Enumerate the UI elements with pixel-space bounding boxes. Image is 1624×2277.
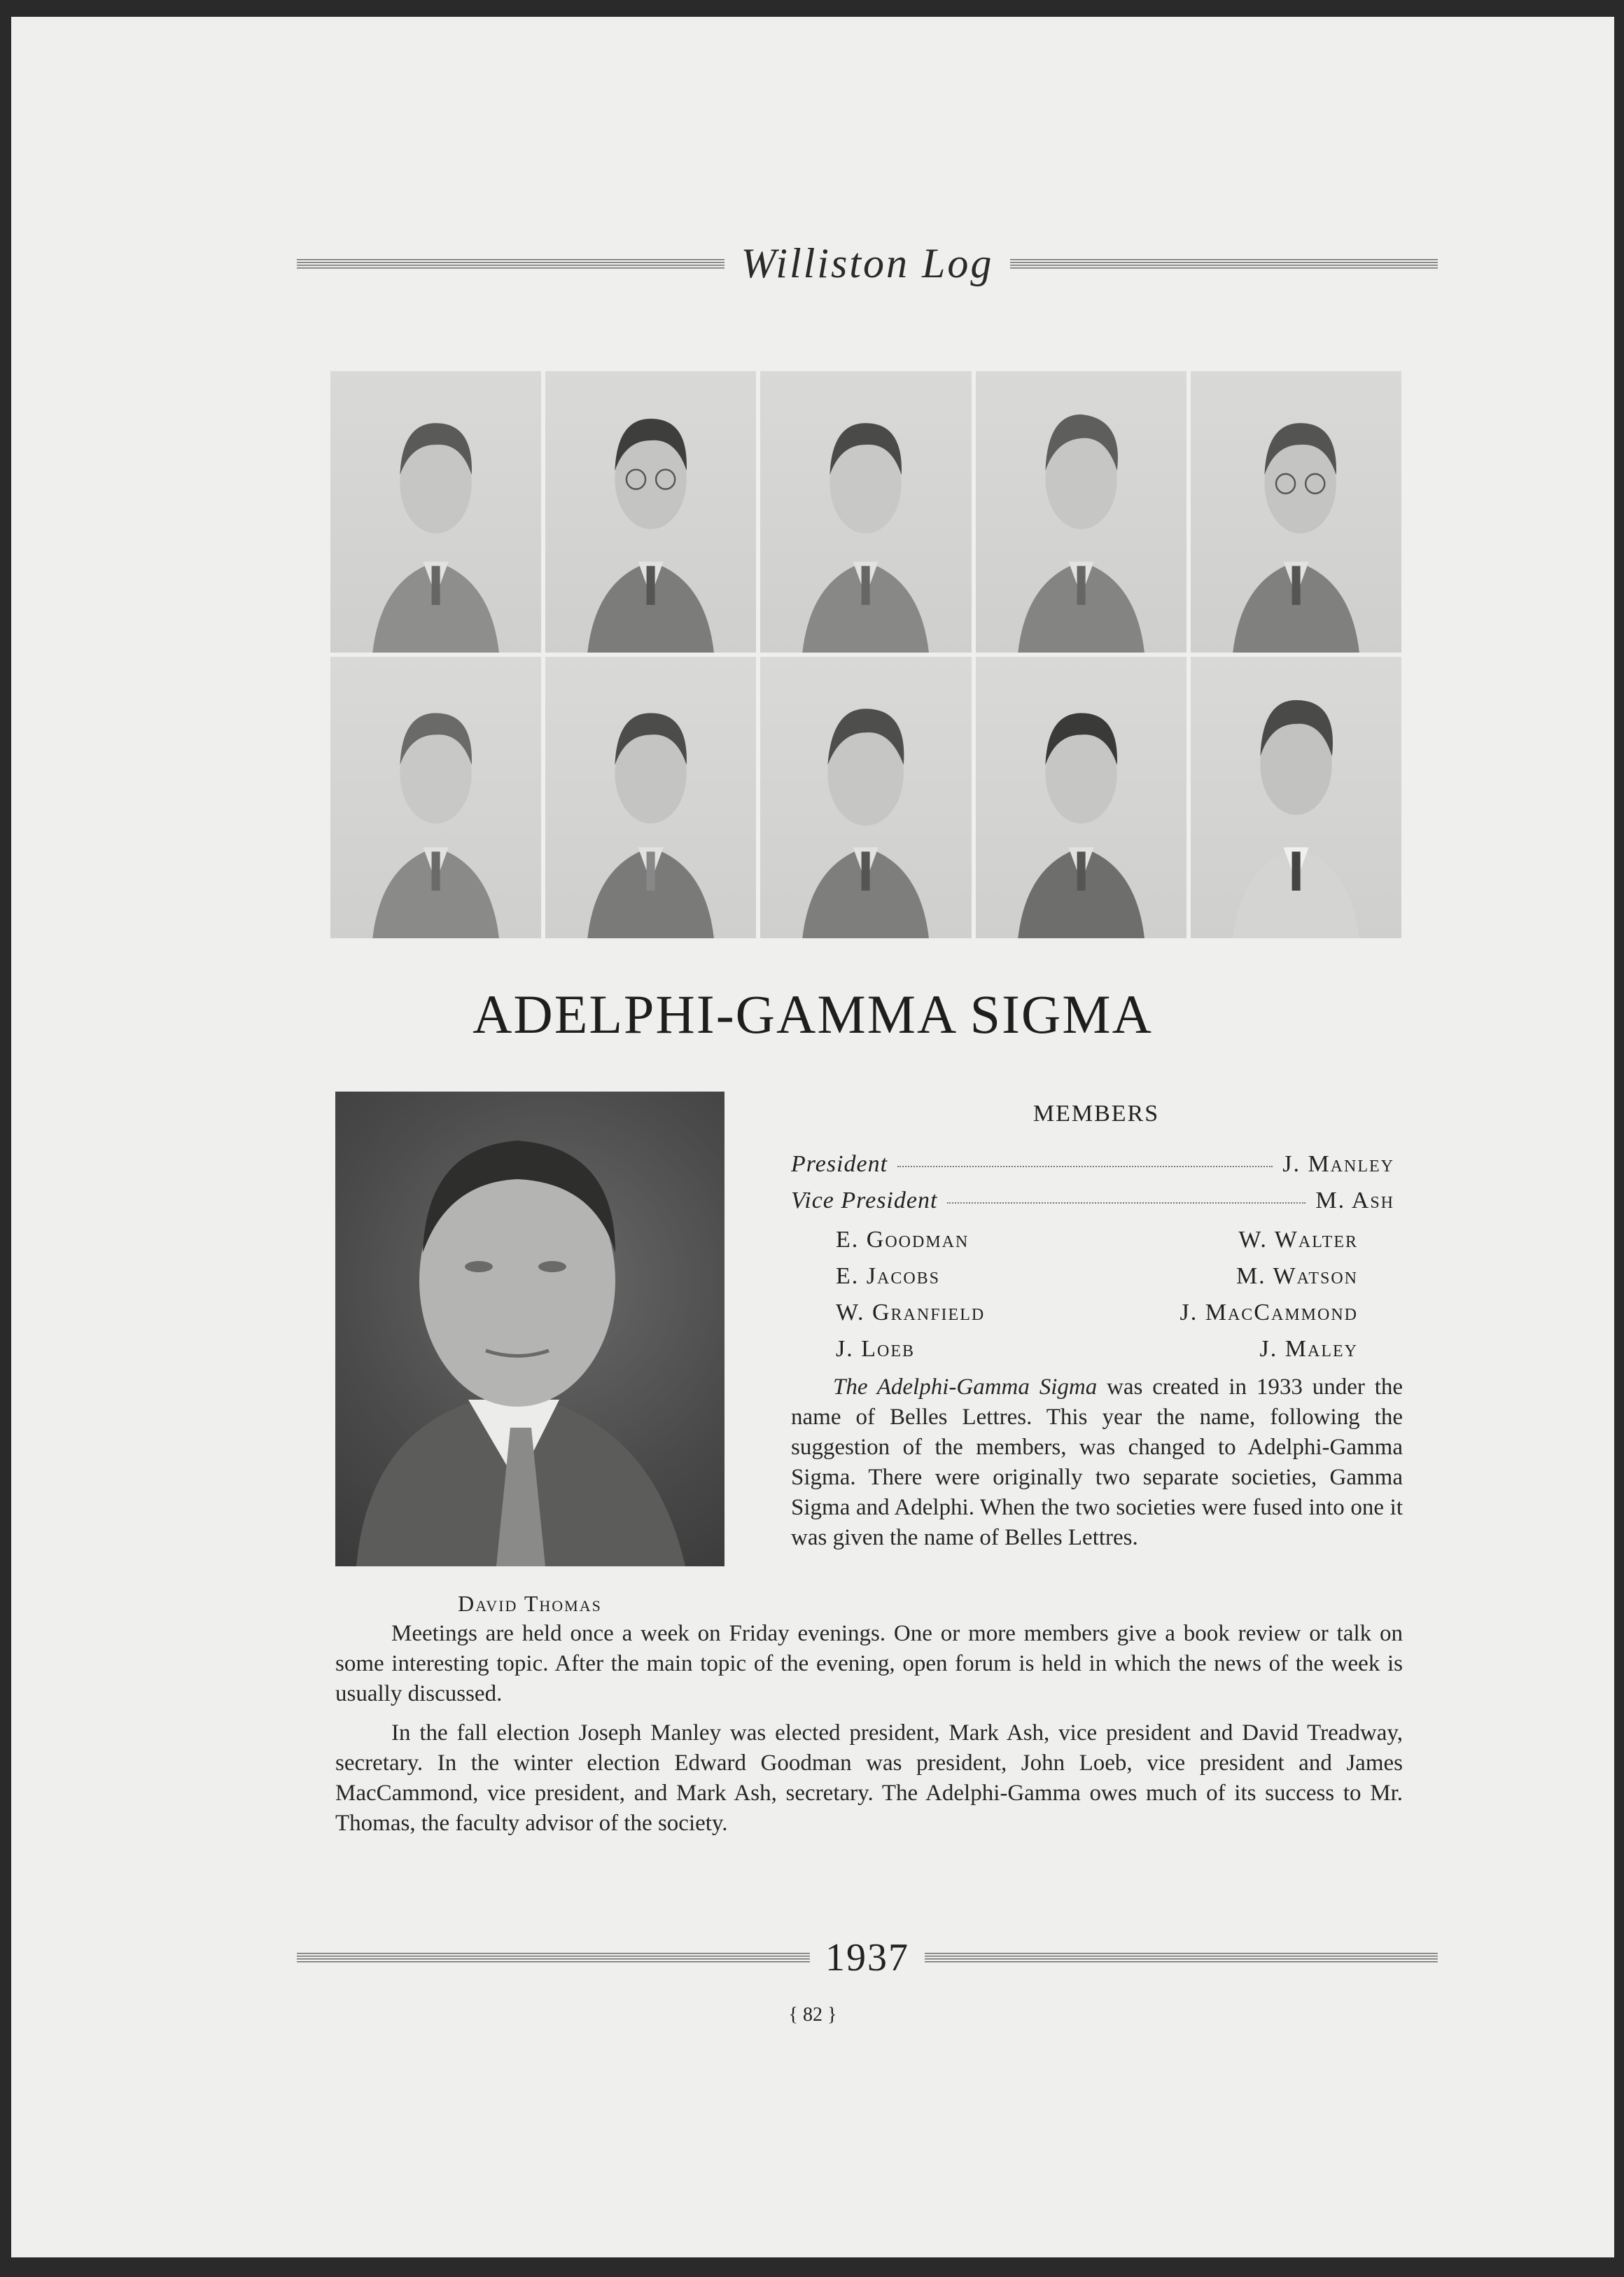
member-name: M. Watson <box>1236 1263 1358 1289</box>
officer-role: Vice President <box>791 1188 938 1213</box>
yearbook-page <box>11 17 1614 2257</box>
member-portrait <box>760 371 971 653</box>
footer-rule-left <box>297 1953 810 1963</box>
officer-name: M. Ash <box>1315 1188 1394 1213</box>
member-portrait <box>545 657 756 938</box>
member-name: W. Granfield <box>836 1300 986 1325</box>
member-portrait-grid <box>330 371 1401 938</box>
officer-role: President <box>791 1151 888 1177</box>
page-number: { 82 } <box>788 2004 837 2026</box>
member-portrait <box>1191 657 1401 938</box>
member-name: W. Walter <box>1238 1227 1358 1253</box>
member-portrait <box>976 657 1186 938</box>
intro-text: was created in 1933 under the name of Belles Lettres. This year the name, following the suggestion of the members, was changed to Adelphi-Gamma Sigma. There were originally two separate societies, Gamma Sigma and Adelphi. When the two societies were fused into one it was given the name of Belles Lettres. <box>791 1374 1404 1550</box>
member-name: J. MacCammond <box>1180 1300 1358 1325</box>
member-portrait <box>1191 371 1401 653</box>
member-name: E. Goodman <box>836 1227 969 1253</box>
members-heading: MEMBERS <box>1032 1101 1160 1127</box>
footer-year: 1937 <box>825 1936 909 1979</box>
officer-name: J. Manley <box>1282 1151 1394 1177</box>
meetings-paragraph: Meetings are held once a week on Friday evenings. One or more members give a book review or talk on some interesting topic. After the main topic of the evening, open forum is held in which the news of the week is usually discussed. <box>335 1621 1403 1706</box>
member-portrait <box>330 657 541 938</box>
advisor-caption: David Thomas <box>458 1591 602 1616</box>
society-name-italic: The Adelphi-Gamma Sigma <box>833 1374 1098 1400</box>
section-title: ADELPHI-GAMMA SIGMA <box>472 984 1153 1045</box>
header-rule-right <box>1010 259 1438 269</box>
member-portrait <box>976 371 1186 653</box>
leader-dots <box>947 1202 1306 1204</box>
member-portrait <box>545 371 756 653</box>
member-portrait <box>330 371 541 653</box>
officer-president <box>791 1151 1394 1178</box>
member-portrait <box>760 657 971 938</box>
page-footer <box>297 1935 1438 1980</box>
footer-rule-right <box>925 1953 1438 1963</box>
header-rule-left <box>297 259 724 269</box>
member-name: E. Jacobs <box>836 1263 941 1289</box>
member-name: J. Maley <box>1259 1336 1358 1362</box>
member-name: J. Loeb <box>836 1336 915 1362</box>
elections-paragraph: In the fall election Joseph Manley was elected president, Mark Ash, vice president and David Treadway, secretary. In the winter election Edward Goodman was president, John Loeb, vice president and James MacCammond, vice president, and Mark Ash, secretary. The Adelphi-Gamma owes much of its success to Mr. Thomas, the faculty advisor of the society. <box>335 1720 1403 1836</box>
officer-vice-president <box>791 1188 1394 1214</box>
leader-dots <box>897 1166 1273 1167</box>
advisor-portrait <box>335 1092 724 1566</box>
running-title: Williston Log <box>741 240 994 286</box>
page-header <box>297 239 1438 288</box>
intro-paragraph <box>791 1372 1403 1553</box>
